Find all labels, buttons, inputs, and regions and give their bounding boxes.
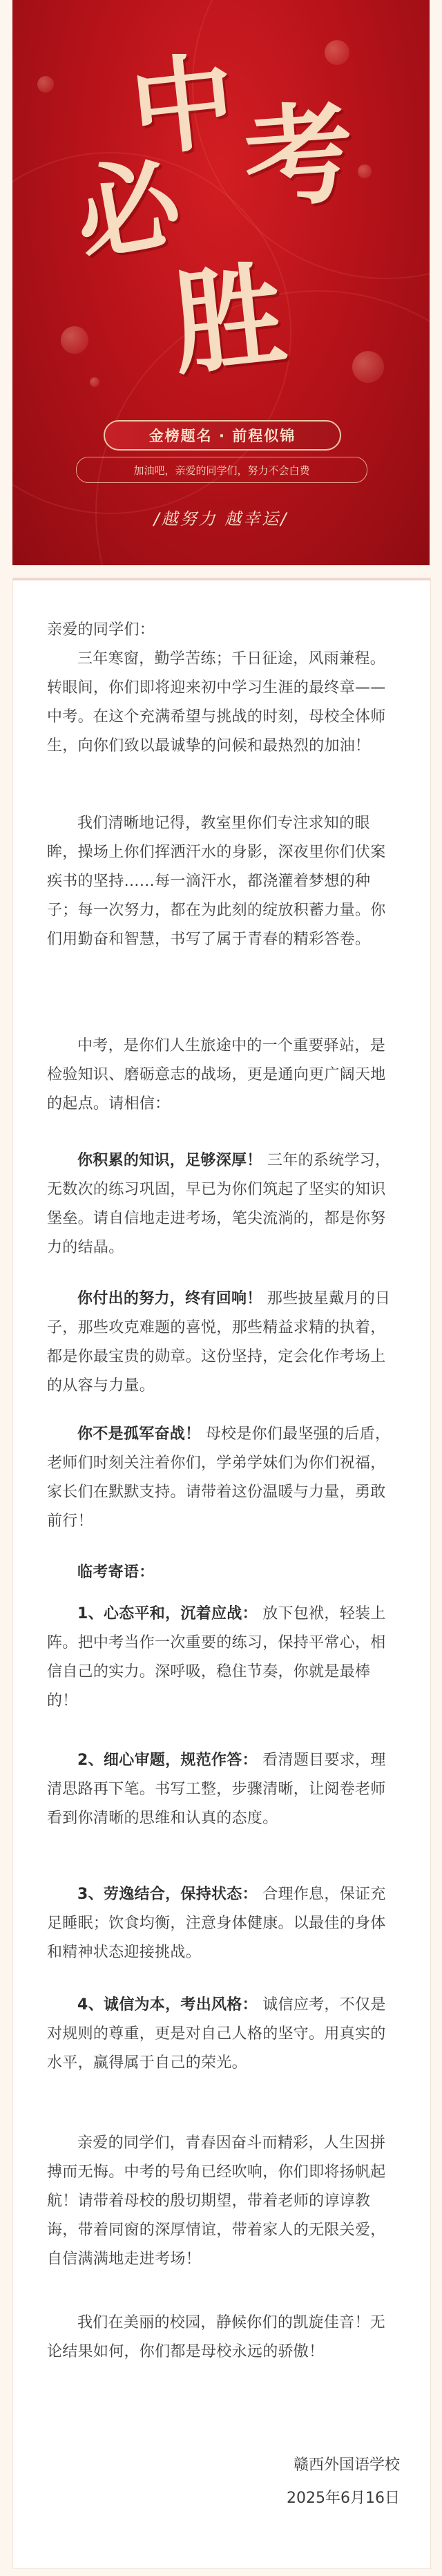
- paragraph-closing: 我们在美丽的校园，静候你们的凯旋佳音！无论结果如何，你们都是母校永远的骄傲！: [47, 2314, 386, 2360]
- title-char-zhong: 中: [125, 39, 241, 172]
- letter-greeting: 亲爱的同学们：: [47, 621, 155, 638]
- signature-school: 赣西外国语学校: [293, 2456, 400, 2474]
- paragraph-zhongkao: 中考，是你们人生旅途中的一个重要驿站，是检验知识、磨砺意志的战场，更是通向更广阔天地的起点。请相信：: [47, 1037, 386, 1112]
- decorative-bubble: [358, 164, 372, 178]
- advice-heading: [47, 1558, 396, 1587]
- decorative-bubble: [352, 351, 384, 383]
- advice-item-2-heading: 2、细心审题，规范作答：: [77, 1752, 258, 1769]
- signature-date: 2025年6月16日: [287, 2490, 400, 2507]
- advice-item-3-heading: 3、劳逸结合，保持状态：: [77, 1886, 258, 1903]
- slogan-banner: 金榜题名 · 前程似锦: [104, 420, 341, 451]
- advice-item-3: [47, 1880, 396, 1967]
- paragraph-memories: 我们清晰地记得，教室里你们专注求知的眼眸，操场上你们挥洒汗水的身影，深夜里你们伏案疾书的坚持……每一滴汗水，都浇灌着梦想的种子；每一次努力，都在为此刻的绽放积蓄力量。你们用勤奋和智慧，书写了属于青春的精彩答卷。: [47, 815, 386, 948]
- poster-banner: [12, 0, 430, 565]
- paragraph-support: [47, 1420, 396, 1536]
- title-char-kao: 考: [240, 88, 358, 225]
- paragraph-effort-heading: 你付出的努力，终有回响！: [77, 1290, 262, 1307]
- encouragement-banner: 加油吧，亲爱的同学们，努力不会白费: [76, 457, 367, 483]
- paragraph-sendoff: 亲爱的同学们，青春因奋斗而精彩，人生因拼搏而无悔。中考的号角已经吹响，你们即将扬帆起航！请带着母校的殷切期望，带着老师的谆谆教诲，带着同窗的深厚情谊，带着家人的无限关爱，自信满满地走进考场！: [47, 2134, 386, 2268]
- title-char-sheng: 胜: [166, 249, 291, 391]
- paragraph-effort-body: 那些披星戴月的日子，那些攻克难题的喜悦，那些精益求精的执着，都是你最宝贵的勋章。这份坚持，定会化作考场上的从容与力量。: [47, 1290, 391, 1394]
- advice-item-4: [47, 1991, 396, 2078]
- advice-item-2: [47, 1746, 396, 1833]
- paragraph-effort: [47, 1285, 396, 1401]
- advice-item-4-heading: 4、诚信为本，考出风格：: [77, 1996, 258, 2014]
- advice-item-4-body: 诚信应考，不仅是对规则的尊重，更是对自己人格的坚守。用真实的水平，赢得属于自己的荣光。: [47, 1996, 386, 2072]
- advice-item-2-body: 看清题目要求，理清思路再下笔。书写工整，步骤清晰，让阅卷老师看到你清晰的思维和认真的态度。: [47, 1752, 386, 1827]
- advice-item-1: [47, 1600, 396, 1716]
- motto-text: /越努力 越幸运/: [153, 509, 289, 529]
- title-char-bi: 必: [66, 140, 190, 278]
- paragraph-knowledge: [47, 1146, 396, 1262]
- paragraph-knowledge-heading: 你积累的知识，足够深厚！: [77, 1152, 262, 1169]
- decorative-bubble: [90, 377, 99, 387]
- decorative-bubble: [37, 76, 54, 93]
- letter-card: [12, 578, 431, 2569]
- advice-item-1-body: 放下包袱，轻装上阵。把中考当作一次重要的练习，保持平常心，相信自己的实力。深呼吸，稳住节奏，你就是最棒的！: [47, 1605, 386, 1710]
- card-top-border: [13, 578, 430, 580]
- advice-heading-text: 临考寄语：: [77, 1564, 155, 1581]
- advice-item-3-body: 合理作息，保证充足睡眠；饮食均衡，注意身体健康。以最佳的身体和精神状态迎接挑战。: [47, 1886, 386, 1961]
- paragraph-opening: 三年寒窗，勤学苦练；千日征途，风雨兼程。转眼间，你们即将迎来初中学习生涯的最终章——中考。在这个充满希望与挑战的时刻，母校全体师生，向你们致以最诚挚的问候和最热烈的加油！: [47, 650, 386, 755]
- decorative-bubble: [325, 40, 349, 65]
- paragraph-support-heading: 你不是孤军奋战！: [77, 1426, 201, 1443]
- advice-item-1-heading: 1、心态平和，沉着应战：: [77, 1605, 258, 1622]
- paragraph-knowledge-body: 三年的系统学习，无数次的练习巩固，早已为你们筑起了坚实的知识堡垒。请自信地走进考场，笔尖流淌的，都是你努力的结晶。: [47, 1152, 391, 1256]
- paragraph-support-body: 母校是你们最坚强的后盾，老师们时刻关注着你们，学弟学妹们为你们祝福，家长们在默默支持。请带着这份温暖与力量，勇敢前行！: [47, 1426, 391, 1530]
- decorative-bubble: [61, 326, 88, 354]
